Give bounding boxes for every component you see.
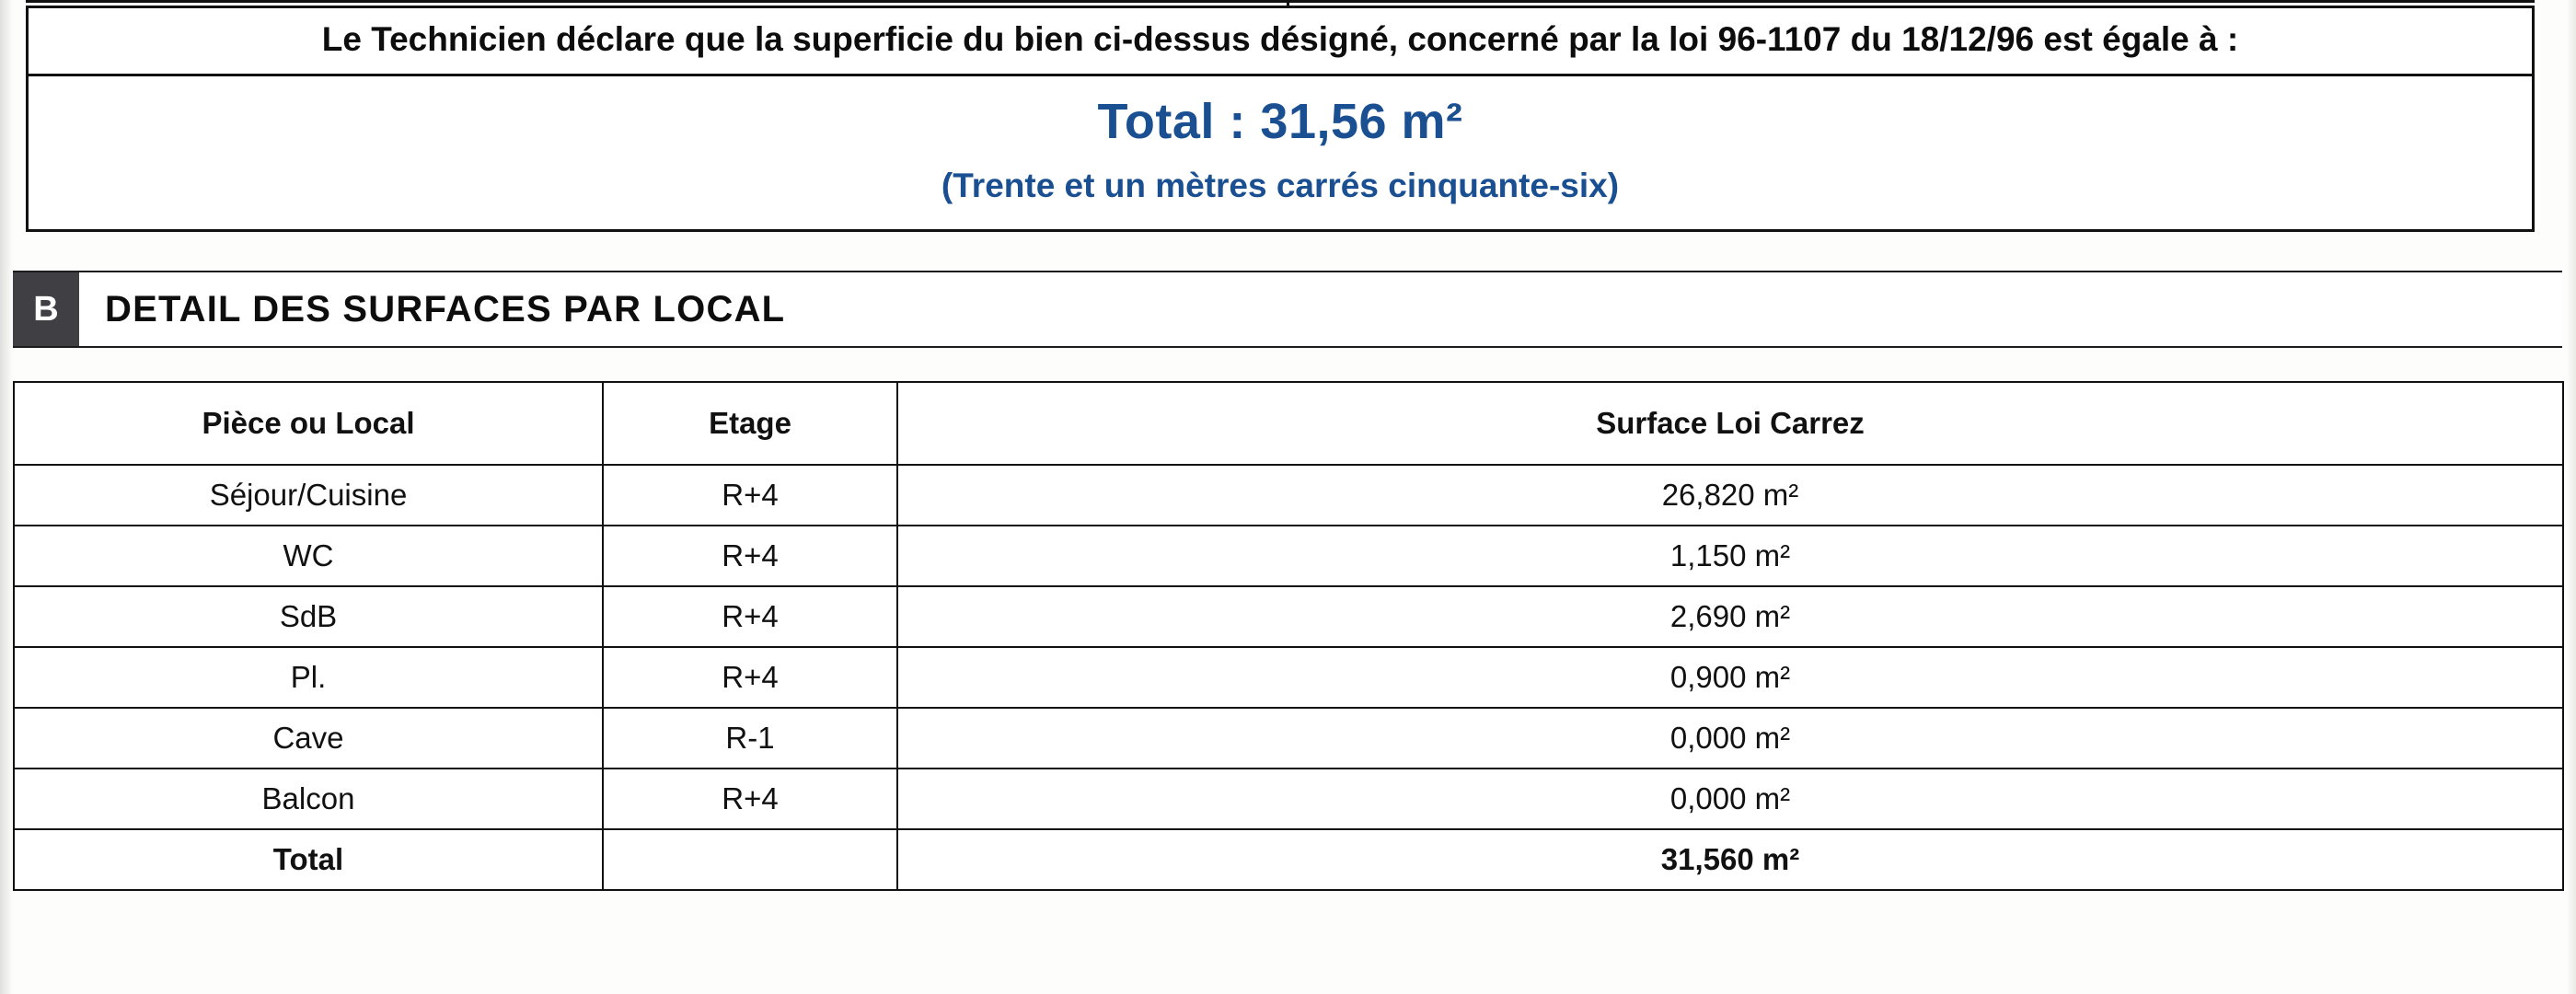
cell-piece: WC bbox=[14, 526, 603, 586]
cell-surface: 1,150 m² bbox=[897, 526, 2563, 586]
total-surface-words: (Trente et un mètres carrés cinquante-six) bbox=[941, 167, 1620, 205]
column-header-etage: Etage bbox=[603, 382, 897, 465]
table-header-row bbox=[14, 382, 2563, 465]
table-fragment-divider bbox=[1287, 3, 1289, 8]
table-row bbox=[14, 586, 2563, 647]
cell-etage: R-1 bbox=[603, 708, 897, 769]
table-row bbox=[14, 708, 2563, 769]
cell-etage: R+4 bbox=[603, 647, 897, 708]
declaration-block bbox=[26, 6, 2535, 232]
scan-edge-right bbox=[2567, 0, 2576, 994]
section-header-b bbox=[13, 271, 2562, 348]
cell-etage: R+4 bbox=[603, 769, 897, 829]
cell-total-surface: 31,560 m² bbox=[897, 829, 2563, 890]
cell-etage: R+4 bbox=[603, 465, 897, 526]
cell-piece: Séjour/Cuisine bbox=[14, 465, 603, 526]
table-row bbox=[14, 769, 2563, 829]
table-row bbox=[14, 465, 2563, 526]
cell-etage: R+4 bbox=[603, 586, 897, 647]
section-letter-badge: B bbox=[13, 272, 79, 346]
cell-etage: R+4 bbox=[603, 526, 897, 586]
surfaces-table bbox=[13, 381, 2564, 891]
cell-total-label: Total bbox=[14, 829, 603, 890]
column-header-surface: Surface Loi Carrez bbox=[897, 382, 2563, 465]
scan-edge-left bbox=[0, 0, 13, 994]
cell-piece: SdB bbox=[14, 586, 603, 647]
cell-piece: Pl. bbox=[14, 647, 603, 708]
cell-surface: 0,000 m² bbox=[897, 769, 2563, 829]
cell-piece: Balcon bbox=[14, 769, 603, 829]
table-row bbox=[14, 647, 2563, 708]
cell-surface: 26,820 m² bbox=[897, 465, 2563, 526]
column-header-piece: Pièce ou Local bbox=[14, 382, 603, 465]
document-content bbox=[13, 0, 2562, 891]
cell-total-etage bbox=[603, 829, 897, 890]
cell-piece: Cave bbox=[14, 708, 603, 769]
cell-surface: 0,900 m² bbox=[897, 647, 2563, 708]
cell-surface: 0,000 m² bbox=[897, 708, 2563, 769]
cell-surface: 2,690 m² bbox=[897, 586, 2563, 647]
declaration-text: Le Technicien déclare que la superficie du bien ci-dessus désigné, concerné par la loi 96-1107 du 18/12/96 est égale à : bbox=[321, 20, 2239, 58]
table-row bbox=[14, 526, 2563, 586]
total-surface-block bbox=[29, 76, 2532, 229]
total-surface-value: Total : 31,56 m² bbox=[1097, 94, 1463, 150]
table-fragment-top bbox=[26, 0, 2535, 6]
section-title: DETAIL DES SURFACES PAR LOCAL bbox=[105, 288, 786, 329]
table-total-row bbox=[14, 829, 2563, 890]
surfaces-table-wrapper bbox=[13, 381, 2562, 891]
